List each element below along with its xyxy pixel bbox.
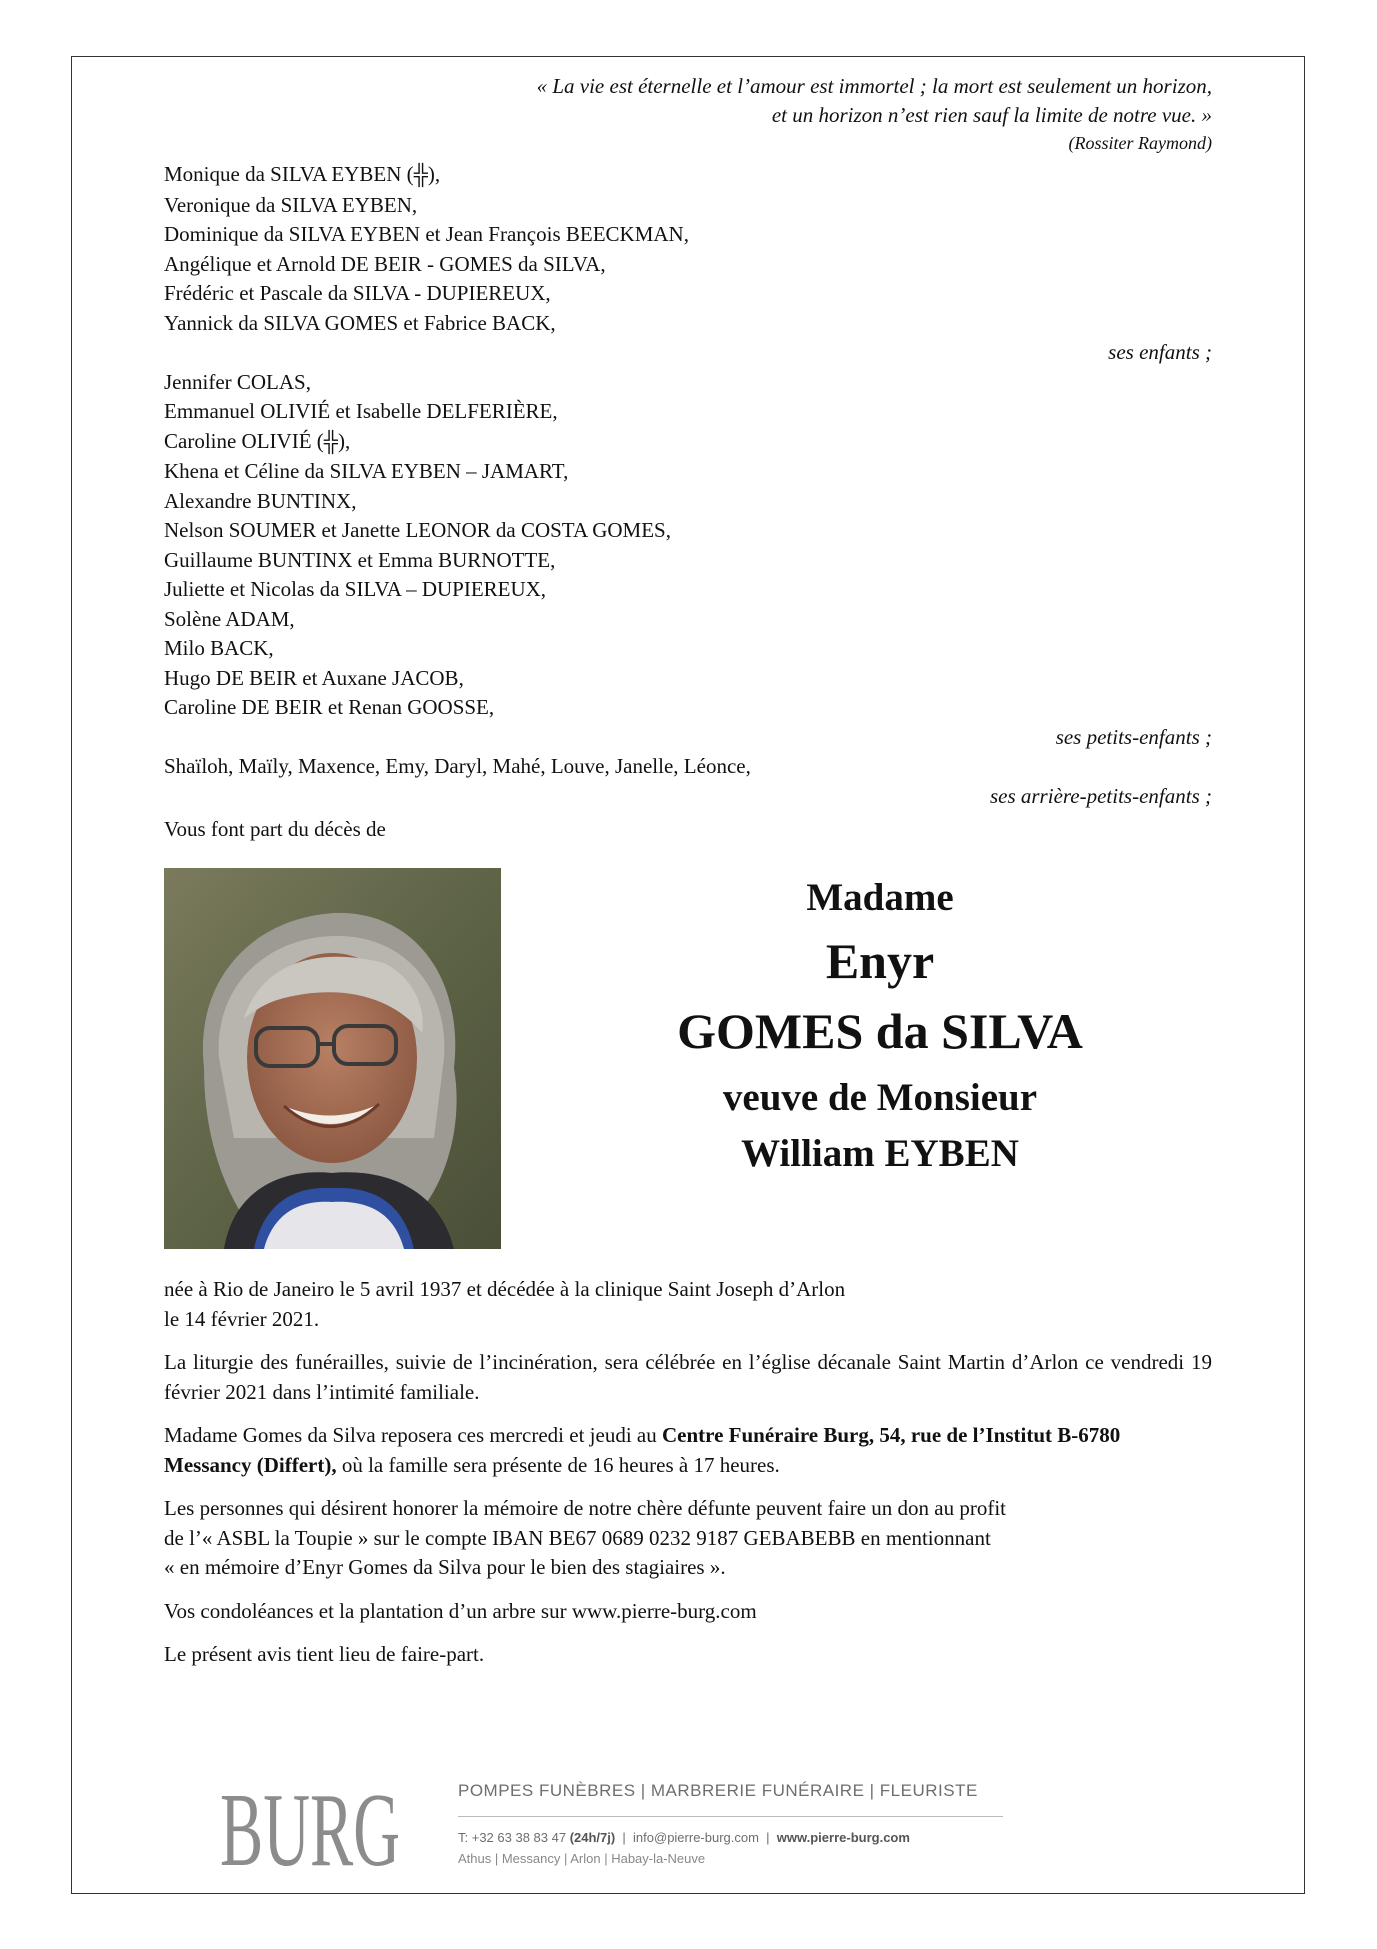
child-name: Yannick da SILVA GOMES et Fabrice BACK, bbox=[164, 310, 556, 335]
birth-death-paragraph: née à Rio de Janeiro le 5 avril 1937 et décédée à la clinique Saint Joseph d’Arlon le 14 février 2021. bbox=[164, 1277, 846, 1331]
footer-towns: Athus | Messancy | Arlon | Habay-la-Neuve bbox=[458, 1851, 706, 1866]
grandchildren-role: ses petits-enfants ; bbox=[1055, 724, 1212, 749]
grandchild-name: Nelson SOUMER et Janette LEONOR da COSTA GOMES, bbox=[164, 518, 671, 542]
great-grandchildren-names: Shaïloh, Maïly, Maxence, Emy, Daryl, Mahé, Louve, Janelle, Léonce, bbox=[164, 754, 751, 778]
footer-info bbox=[458, 1780, 1003, 1869]
announcement-text: Vous font part du décès de bbox=[164, 817, 386, 841]
grandchild-name: Jennifer COLAS, bbox=[164, 369, 311, 394]
footer-contact: T: +32 63 38 83 47 (24h/7j) | info@pierre-burg.com | www.pierre-burg.com bbox=[458, 1830, 910, 1845]
funeral-center-address: Centre Funéraire Burg, 54, rue de l’Institut B-6780 Messancy (Differt), bbox=[164, 1423, 1121, 1477]
quote-author: (Rossiter Raymond) bbox=[1068, 133, 1212, 153]
child-name: Frédéric et Pascale da SILVA - DUPIEREUX, bbox=[164, 281, 551, 305]
child-name: Dominique da SILVA EYBEN et Jean François BEECKMAN, bbox=[164, 222, 689, 246]
quote-line-1: « La vie est éternelle et l’amour est immortel ; la mort est seulement un horizon, bbox=[536, 74, 1212, 98]
epigraph-quote bbox=[312, 72, 1212, 157]
child-name: Monique da SILVA EYBEN (╬), bbox=[164, 162, 441, 186]
deceased-title: Madame bbox=[806, 876, 954, 919]
husband-name: William EYBEN bbox=[741, 1132, 1019, 1175]
child-name: Angélique et Arnold DE BEIR - GOMES da SILVA, bbox=[164, 251, 606, 276]
cross-icon: ╬ bbox=[413, 164, 428, 186]
footer-phone: T: +32 63 38 83 47 bbox=[458, 1830, 567, 1845]
portrait-photo bbox=[164, 868, 501, 1249]
footer-email[interactable]: info@pierre-burg.com bbox=[633, 1830, 759, 1845]
grandchild-name: Alexandre BUNTINX, bbox=[164, 488, 357, 513]
grandchild-name: Khena et Céline da SILVA EYBEN – JAMART, bbox=[164, 459, 569, 483]
grandchild-name: Guillaume BUNTINX et Emma BURNOTTE, bbox=[164, 547, 556, 572]
cross-icon: ╬ bbox=[323, 430, 338, 453]
portrait-illustration bbox=[164, 868, 501, 1249]
deceased-first-name: Enyr bbox=[825, 933, 935, 989]
footer bbox=[220, 1770, 1040, 1880]
svg-text:BURG: BURG bbox=[220, 1771, 400, 1880]
condolences-paragraph: Vos condoléances et la plantation d’un arbre sur www.pierre-burg.com bbox=[164, 1598, 757, 1623]
footer-website[interactable]: www.pierre-burg.com bbox=[776, 1830, 910, 1845]
grandchild-name: Milo BACK, bbox=[164, 636, 274, 660]
burg-logo bbox=[220, 1770, 405, 1880]
great-grandchildren-role: ses arrière-petits-enfants ; bbox=[989, 783, 1212, 808]
grandchild-name: Juliette et Nicolas da SILVA – DUPIEREUX, bbox=[164, 577, 547, 601]
notice-body bbox=[164, 1275, 1212, 1684]
grandchild-name: Caroline OLIVIÉ (╬), bbox=[164, 428, 351, 453]
footer-hours: (24h/7j) bbox=[569, 1830, 616, 1845]
widow-of-line: veuve de Monsieur bbox=[722, 1076, 1038, 1119]
deceased-name-block bbox=[540, 870, 1220, 1182]
grandchild-name: Emmanuel OLIVIÉ et Isabelle DELFERIÈRE, bbox=[164, 399, 558, 423]
rest-paragraph: Madame Gomes da Silva reposera ces mercredi et jeudi au Centre Funéraire Burg, 54, rue de l’Institut B-6780 Messancy (Differt), où la famille sera présente de 16 heures à 17 heures. bbox=[164, 1423, 1121, 1477]
quote-line-2: et un horizon n’est rien sauf la limite de notre vue. » bbox=[771, 103, 1212, 127]
children-role: ses enfants ; bbox=[1108, 340, 1212, 364]
deceased-last-name: GOMES da SILVA bbox=[677, 1003, 1083, 1059]
grandchild-name: Caroline DE BEIR et Renan GOOSSE, bbox=[164, 695, 495, 719]
family-list bbox=[164, 160, 1212, 845]
closing-paragraph: Le présent avis tient lieu de faire-part. bbox=[164, 1642, 485, 1666]
donation-paragraph: Les personnes qui désirent honorer la mémoire de notre chère défunte peuvent faire un don au profit de l’« ASBL la Toupie » sur le compte IBAN BE67 0689 0232 9187 GEBABEBB en mentionnant « en mémoire d’Enyr Gomes da Silva pour le bien des stagiaires ». bbox=[164, 1496, 1007, 1579]
liturgy-paragraph: La liturgie des funérailles, suivie de l’incinération, sera célébrée en l’église décanale Saint Martin d’Arlon ce vendredi 19 février 2021 dans l’intimité familiale. bbox=[164, 1350, 1212, 1404]
footer-divider bbox=[458, 1816, 1003, 1817]
grandchild-name: Solène ADAM, bbox=[164, 606, 295, 631]
child-name: Veronique da SILVA EYBEN, bbox=[164, 192, 418, 217]
grandchild-name: Hugo DE BEIR et Auxane JACOB, bbox=[164, 665, 464, 690]
footer-services: POMPES FUNÈBRES | MARBRERIE FUNÉRAIRE | FLEURISTE bbox=[458, 1781, 978, 1800]
